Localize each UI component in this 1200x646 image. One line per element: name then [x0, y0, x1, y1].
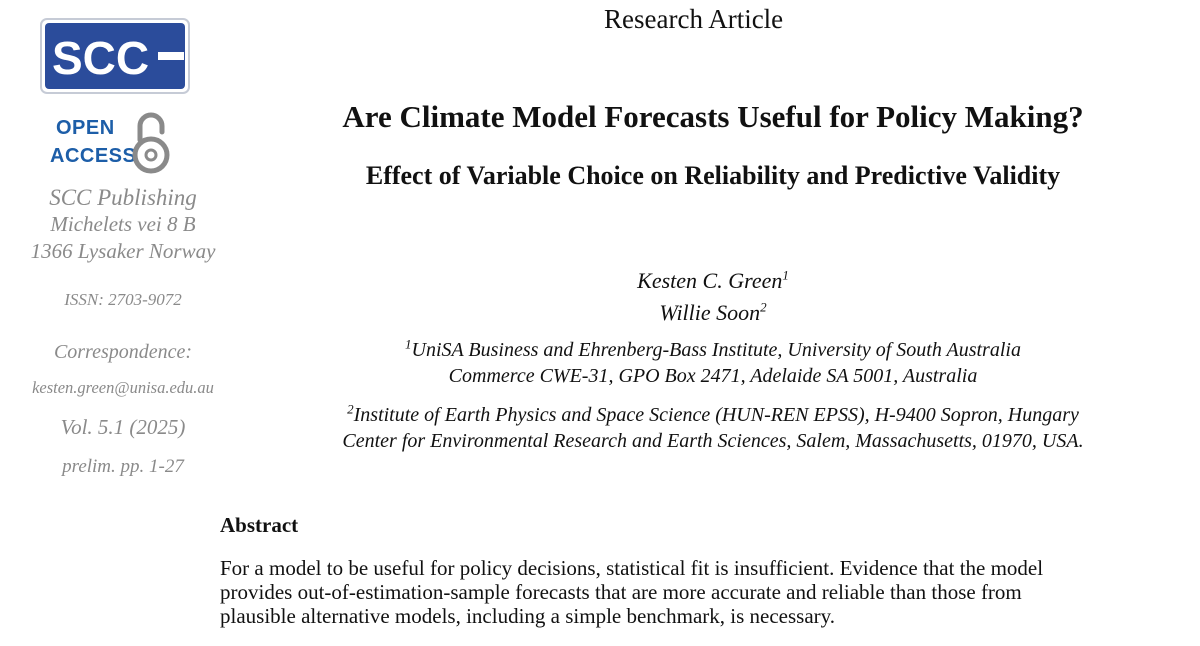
open-access-line2: ACCESS — [50, 145, 137, 167]
open-access-logo — [46, 110, 176, 174]
abstract-body — [220, 556, 1200, 628]
publisher-address-1: Michelets vei 8 B — [50, 212, 196, 236]
paper-title: Are Climate Model Forecasts Useful for Policy Making? — [342, 99, 1084, 134]
affiliation-1 — [246, 337, 1180, 389]
publisher-block — [0, 184, 246, 265]
author-2-mark: 2 — [760, 299, 767, 315]
abstract-line-2: provides out-of-estimation-sample forecasts that are more accurate and reliable than those from — [220, 580, 1022, 604]
author-1-name: Kesten C. Green — [637, 268, 783, 293]
paper-subtitle: Effect of Variable Choice on Reliability and Predictive Validity — [365, 161, 1061, 190]
author-2-name: Willie Soon — [659, 300, 761, 325]
publisher-name: SCC Publishing — [49, 185, 197, 210]
scc-logo — [40, 18, 190, 94]
affiliation-1-line2: Commerce CWE-31, GPO Box 2471, Adelaide SA 5001, Australia — [448, 365, 978, 387]
author-1 — [246, 268, 1180, 294]
abstract-line-1: For a model to be useful for policy decisions, statistical fit is insufficient. Evidence that the model — [220, 556, 1044, 580]
author-2 — [246, 300, 1180, 326]
correspondence-label: Correspondence: — [53, 341, 193, 363]
scc-logo-text: SCC — [52, 32, 150, 84]
affiliation-1-mark: 1 — [405, 336, 412, 352]
correspondence-email[interactable]: kesten.green@unisa.edu.au — [32, 378, 214, 397]
affiliation-2-line1: Institute of Earth Physics and Space Science (HUN-REN EPSS), H-9400 Sopron, Hungary — [353, 404, 1079, 426]
open-lock-icon — [130, 110, 172, 174]
affiliation-2 — [246, 402, 1180, 454]
abstract-heading: Abstract — [220, 513, 299, 537]
affiliation-1-line1: UniSA Business and Ehrenberg-Bass Institute, University of South Australia — [411, 339, 1021, 361]
abstract-line-3: plausible alternative models, including a simple benchmark, is necessary. — [220, 604, 836, 628]
author-1-mark: 1 — [782, 267, 789, 283]
pages: prelim. pp. 1-27 — [62, 456, 184, 477]
volume: Vol. 5.1 (2025) — [60, 415, 186, 439]
affiliation-2-line2: Center for Environmental Research and Earth Sciences, Salem, Massachusetts, 01970, USA. — [342, 430, 1084, 452]
affiliation-2-mark: 2 — [347, 401, 354, 417]
article-type: Research Article — [604, 4, 784, 34]
publisher-address-2: 1366 Lysaker Norway — [30, 239, 216, 263]
issn: ISSN: 2703-9072 — [64, 290, 182, 309]
open-access-line1: OPEN — [56, 117, 115, 139]
